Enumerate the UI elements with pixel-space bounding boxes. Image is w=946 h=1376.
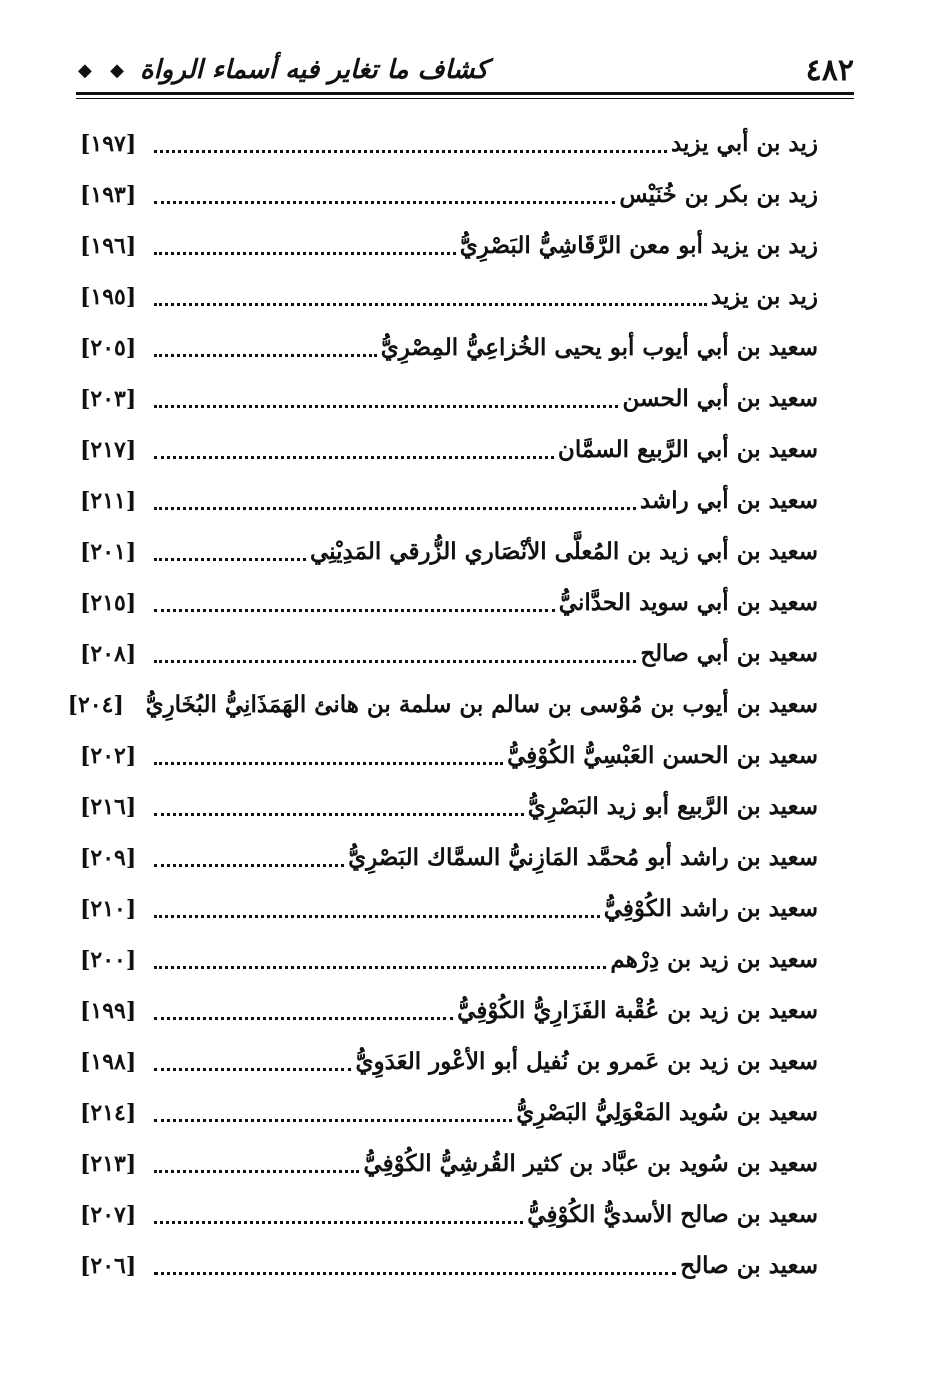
index-entry [80, 424, 818, 475]
dot-leader [154, 750, 503, 765]
dot-leader [154, 291, 707, 306]
dot-leader [154, 1056, 351, 1071]
dot-leader [154, 546, 306, 561]
entry-name: سعيد بن أبي أيوب أبو يحيى الخُزاعِيُّ المِصْرِيُّ [380, 334, 818, 361]
entry-reference-number: [٢٠٣] [80, 385, 137, 412]
entry-reference-number: [٢٠٩] [80, 844, 137, 871]
dot-leader [154, 954, 606, 969]
index-entry [80, 118, 818, 169]
index-entry [80, 730, 818, 781]
entry-reference-number: [٢٠٢] [80, 742, 137, 769]
index-entry [80, 526, 818, 577]
dot-leader [154, 444, 554, 459]
index-entry [80, 985, 818, 1036]
entry-name: سعيد بن الرَّبيع أبو زيد البَصْرِيُّ [527, 793, 818, 820]
index-entry [80, 1189, 818, 1240]
dot-leader [154, 495, 636, 510]
dot-leader [154, 1260, 676, 1275]
diamond-ornament-icon: ◆ ◆ [78, 59, 130, 81]
index-entry [80, 577, 818, 628]
entry-reference-number: [٢١٠] [80, 895, 137, 922]
entry-name: سعيد بن زيد بن عُقْبة الفَزَارِيُّ الكُوْفِيُّ [457, 997, 818, 1024]
entry-reference-number: [٢١٣] [80, 1150, 137, 1177]
entry-name: زيد بن أبي يزيد [670, 130, 818, 157]
entry-name: سعيد بن أيوب بن مُوْسى بن سالم بن سلمة بن هانئ الهَمَذَانِيُّ البُخَارِيُّ [145, 691, 818, 718]
entry-reference-number: [٢٠١] [80, 538, 137, 565]
index-entry [80, 322, 818, 373]
index-entry [80, 271, 818, 322]
index-entry [80, 628, 818, 679]
entry-name: سعيد بن صالح [680, 1252, 818, 1279]
dot-leader [154, 1158, 359, 1173]
entry-reference-number: [١٩٧] [80, 130, 137, 157]
index-entry [80, 934, 818, 985]
entry-name: زيد بن يزيد أبو معن الرَّقَاشِيُّ البَصْرِيُّ [459, 232, 818, 259]
entry-name: سعيد بن زيد بن عَمرو بن نُفيل أبو الأعْور العَدَوِيُّ [355, 1048, 818, 1075]
dot-leader [154, 342, 377, 357]
index-entry [67, 679, 818, 730]
dot-leader [154, 648, 636, 663]
entry-name: سعيد بن صالح الأسديُّ الكُوْفِيُّ [527, 1201, 818, 1228]
index-entry [80, 1087, 818, 1138]
entry-name: سعيد بن راشد الكُوْفِيُّ [603, 895, 818, 922]
entry-name: سعيد بن زيد بن دِرْهم [610, 946, 818, 973]
dot-leader [154, 852, 344, 867]
dot-leader [154, 240, 456, 255]
index-entry [80, 475, 818, 526]
entry-name: سعيد بن أبي الحسن [622, 385, 818, 412]
entry-reference-number: [١٩٥] [80, 283, 137, 310]
entry-reference-number: [٢٠٦] [80, 1252, 137, 1279]
entry-name: سعيد بن سُويد المَعْوَلِيُّ البَصْرِيُّ [516, 1099, 818, 1126]
index-entry [80, 169, 818, 220]
dot-leader [154, 801, 524, 816]
entry-name: سعيد بن أبي صالح [640, 640, 818, 667]
entry-name: سعيد بن الحسن العَبْسِيُّ الكُوْفِيُّ [507, 742, 818, 769]
entry-reference-number: [٢١٥] [80, 589, 137, 616]
dot-leader [154, 597, 555, 612]
entry-reference-number: [٢٠٤] [67, 691, 124, 718]
index-entry [80, 220, 818, 271]
entry-name: زيد بن يزيد [710, 283, 818, 310]
page-header [78, 48, 854, 92]
index-entries-list [67, 118, 818, 1291]
index-entry [80, 1138, 818, 1189]
entry-reference-number: [٢٠٥] [80, 334, 137, 361]
entry-reference-number: [٢٠٠] [80, 946, 137, 973]
entry-reference-number: [٢١٤] [80, 1099, 137, 1126]
entry-reference-number: [٢٠٨] [80, 640, 137, 667]
entry-name: زيد بن بكر بن خُنَيْس [619, 181, 818, 208]
running-title: كشاف ما تغاير فيه أسماء الرواة [139, 55, 489, 85]
index-entry [80, 373, 818, 424]
running-title-block [78, 55, 488, 85]
index-entry [80, 883, 818, 934]
header-rule-thin [76, 98, 854, 99]
dot-leader [154, 393, 618, 408]
dot-leader [154, 903, 600, 918]
index-entry [80, 1240, 818, 1291]
entry-name: سعيد بن أبي زيد بن المُعلَّى الأنْصَاري الزُّرقي المَدِيْنِي [310, 538, 818, 565]
dot-leader [154, 1005, 453, 1020]
entry-name: سعيد بن سُويد بن عبَّاد بن كثير القُرشِيُّ الكُوْفِيُّ [363, 1150, 818, 1177]
dot-leader [154, 1107, 512, 1122]
entry-reference-number: [٢١٧] [80, 436, 137, 463]
entry-name: سعيد بن أبي الرَّبيع السمَّان [557, 436, 818, 463]
index-entry [80, 1036, 818, 1087]
entry-reference-number: [١٩٣] [80, 181, 137, 208]
header-rule-thick [76, 92, 854, 95]
index-entry [80, 781, 818, 832]
entry-reference-number: [٢١١] [80, 487, 137, 514]
dot-leader [154, 189, 615, 204]
entry-reference-number: [٢٠٧] [80, 1201, 137, 1228]
entry-reference-number: [١٩٨] [80, 1048, 137, 1075]
index-entry [80, 832, 818, 883]
dot-leader [154, 138, 667, 153]
entry-name: سعيد بن أبي راشد [639, 487, 818, 514]
entry-name: سعيد بن أبي سويد الحدَّانيُّ [558, 589, 818, 616]
entry-name: سعيد بن راشد أبو مُحمَّد المَازِنيُّ السمَّاك البَصْرِيُّ [348, 844, 818, 871]
entry-reference-number: [١٩٩] [80, 997, 137, 1024]
entry-reference-number: [١٩٦] [80, 232, 137, 259]
page-number: ٤٨٢ [805, 52, 854, 88]
entry-reference-number: [٢١٦] [80, 793, 137, 820]
dot-leader [154, 1209, 523, 1224]
